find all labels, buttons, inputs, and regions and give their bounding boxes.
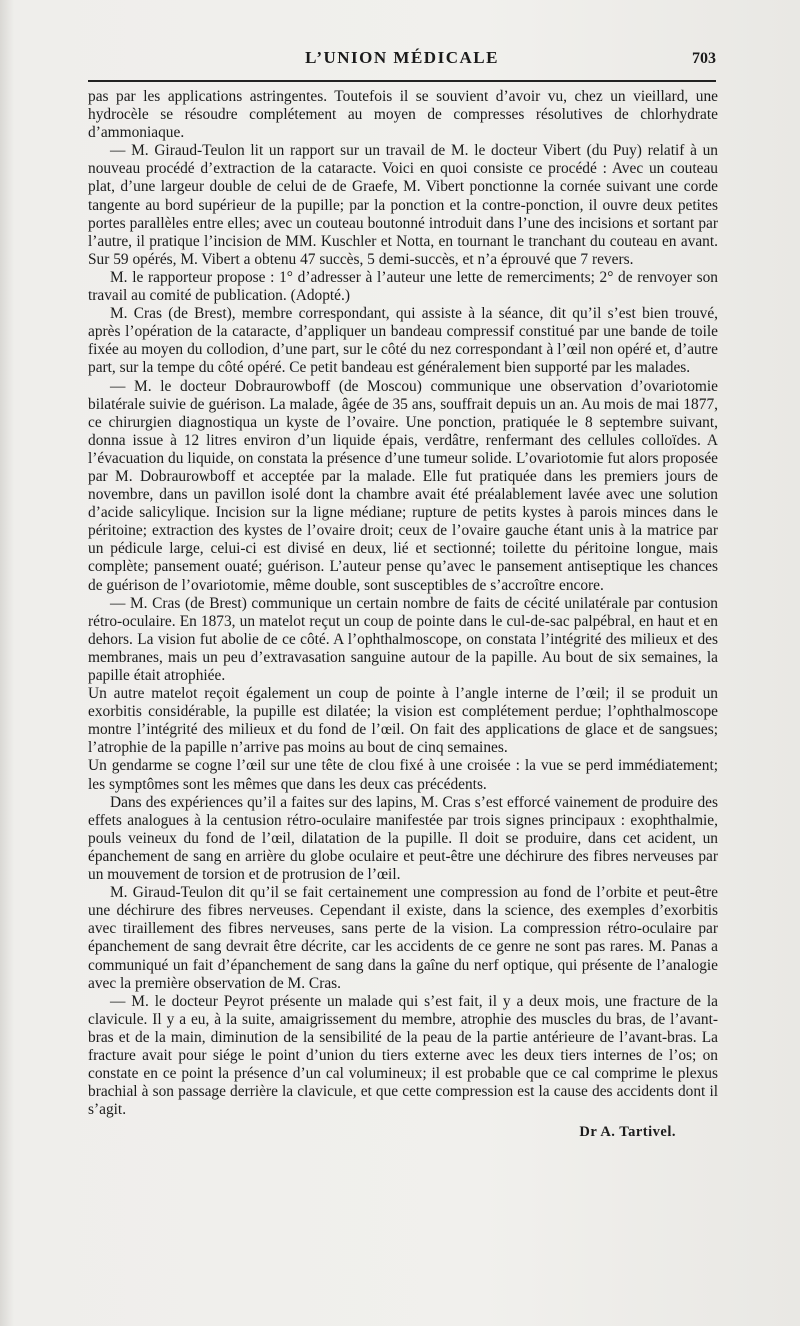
article-body <box>88 88 718 1141</box>
paragraph: Dans des expériences qu’il a faites sur des lapins, M. Cras s’est efforcé vainement de produire des effets analogues à la centusion rétro-oculaire manifestée par trois signes principaux : exophthalmie, pouls veineux du fond de l’œil, dilatation de la pupille. Il doit se produire, dans cet acident, un épanchement de sang en arrière du globe oculaire et peut-être une déchirure des fibres nerveuses par un mouvement de torsion et de protrusion de l’œil. <box>88 793 718 884</box>
page-header <box>88 48 716 72</box>
header-rule <box>88 80 716 82</box>
paragraph: Un autre matelot reçoit également un coup de pointe à l’angle interne de l’œil; il se produit un exorbitis considérable, la pupille est dilatée; la vision est complétement perdue; l’ophthalmoscope montre l’intégrité des milieux et du fond de l’œil. On fait des applications de glace et de sangsues; l’atrophie de la papille n’arrive pas moins au bout de cinq semaines. <box>88 685 718 757</box>
paragraph: — M. le docteur Dobraurowboff (de Moscou) communique une observation d’ovariotomie bilatérale suivie de guérison. La malade, âgée de 35 ans, souffrait depuis un an. Au mois de mai 1877, ce chirurgien diagnostiqua un kyste de l’ovaire. Une ponction, pratiquée le 8 septembre suivant, donna issue à 12 litres environ d’un liquide épais, verdâtre, renfermant des cellules colloïdes. A l’évacuation du liquide, on constata la présence d’une tumeur solide. L’ovariotomie fut alors proposée par M. Dobraurowboff et acceptée par la malade. Elle fut pratiquée dans les premiers jours de novembre, dans un pavillon isolé dont la chambre avait été préalablement lavée avec une solution d’acide salicylique. Incision sur la ligne médiane; rupture de petits kystes à parois minces dans le péritoine; extraction des kystes de l’ovaire droit; ceux de l’ovaire gauche étant unis à la matrice par un pédicule large, celui-ci est divisé en deux, lié et sectionné; toilette du péritoine longue, mais complète; pansement ouaté; guérison. L’auteur pense qu’avec le pansement antiseptique les chances de guérison de l’ovariotomie, même double, sont susceptibles de s’accroître encore. <box>88 377 718 594</box>
page-number: 703 <box>692 50 716 67</box>
paragraph: pas par les applications astringentes. Toutefois il se souvient d’avoir vu, chez un vieillard, une hydrocèle se résoudre complétement au moyen de compresses résolutives de chlorhydrate d’ammoniaque. <box>88 88 718 142</box>
paragraph: — M. le docteur Peyrot présente un malade qui s’est fait, il y a deux mois, une fracture de la clavicule. Il y a eu, à la suite, amaigrissement du membre, atrophie des muscles du bras, de l’avant-bras et de la main, diminution de la sensibilité de la peau de la partie antérieure de l’avant-bras. La fracture avait pour siége le point d’union du tiers externe avec les deux tiers internes de l’os; on constate en ce point la présence d’un cal volumineux; il est probable que ce cal comprime le plexus brachial à son passage derrière la clavicule, et que cette compression est la cause des accidents dont il s’agit. <box>88 992 718 1119</box>
paragraph: — M. Giraud-Teulon lit un rapport sur un travail de M. le docteur Vibert (du Puy) relatif à un nouveau procédé d’extraction de la cataracte. Voici en quoi consiste ce procédé : Avec un couteau plat, d’une largeur double de celui de de Graefe, M. Vibert ponctionne la cornée suivant une corde tangente au bord supérieur de la pupille; par la ponction et la contre-ponction, il ouvre deux petites portes parallèles entre elles; avec un couteau boutonné introduit dans l’une des incisions et sortant par l’autre, il pratique l’incision de MM. Kuschler et Notta, en tournant le tranchant du couteau en avant. Sur 59 opérés, M. Vibert a obtenu 47 succès, 5 demi-succès, et n’a éprouvé que 7 revers. <box>88 142 718 268</box>
paragraph: M. Giraud-Teulon dit qu’il se fait certainement une compression au fond de l’orbite et peut-être une déchirure des fibres nerveuses. Cependant il existe, dans la science, des exemples d’exorbitis avec tiraillement des fibres nerveuses, sans perte de la vision. La compression rétro-oculaire par épanchement de sang devrait être décrite, car les accidents de ce genre ne sont pas rares. M. Panas a communiqué un fait d’épanchement de sang dans la gaîne du nerf optique, qui présente de l’analogie avec la première observation de M. Cras. <box>88 884 718 992</box>
paragraph: — M. Cras (de Brest) communique un certain nombre de faits de cécité unilatérale par contusion rétro-oculaire. En 1873, un matelot reçut un coup de pointe dans le cul-de-sac palpébral, en haut et en dehors. La vision fut abolie de ce côté. A l’ophthalmoscope, on constata l’intégrité des milieux et des membranes, mais un peu d’extravasation sanguine autour de la papille. Au bout de six semaines, la papille était atrophiée. <box>88 594 718 684</box>
running-title: L’UNION MÉDICALE <box>305 48 499 67</box>
paragraph: M. le rapporteur propose : 1° d’adresser à l’auteur une lette de remerciments; 2° de renvoyer son travail au comité de publication. (Adopté.) <box>88 268 718 305</box>
paragraph: M. Cras (de Brest), membre correspondant, qui assiste à la séance, dit qu’il s’est bien trouvé, après l’opération de la cataracte, d’appliquer un bandeau compressif constitué par une bande de toile fixée au moyen du collodion, d’une part, sur le côté du nez correspondant à l’œil non opéré et, d’autre part, sur la tempe du côté opéré. Ce petit bandeau est généralement bien supporté par les malades. <box>88 305 718 377</box>
paragraph: Un gendarme se cogne l’œil sur une tête de clou fixé à une croisée : la vue se perd immédiatement; les symptômes sont les mêmes que dans les deux cas précédents. <box>88 757 718 793</box>
author-signature: Dr A. Tartivel. <box>579 1124 676 1141</box>
